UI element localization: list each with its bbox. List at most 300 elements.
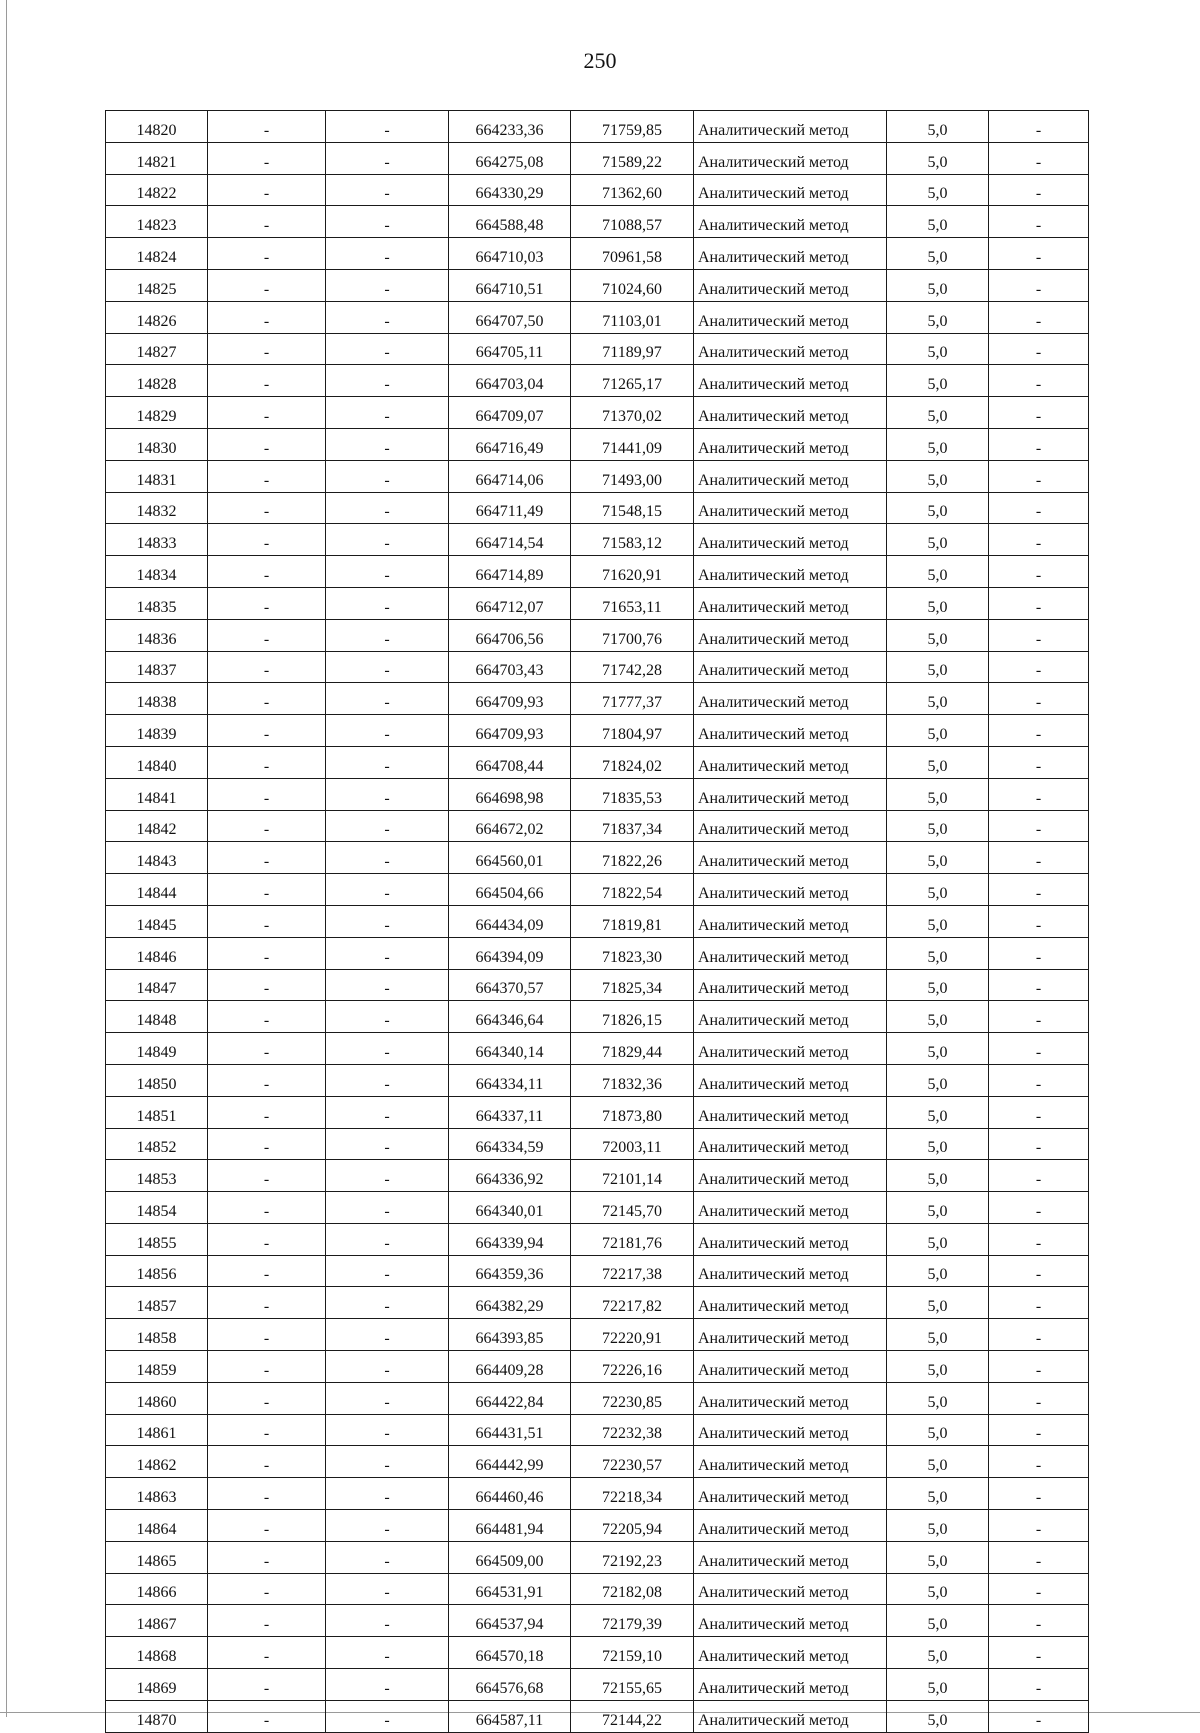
accuracy-cell: 5,0 <box>887 1192 989 1224</box>
accuracy-cell: 5,0 <box>887 1446 989 1478</box>
empty-value-cell: - <box>208 238 326 270</box>
method-cell: Аналитический метод <box>694 460 887 492</box>
table-row <box>106 1192 1089 1224</box>
x-coordinate-cell: 664714,06 <box>449 460 571 492</box>
x-coordinate-cell: 664346,64 <box>449 1001 571 1033</box>
empty-value-cell: - <box>989 1351 1089 1383</box>
point-number-cell: 14848 <box>106 1001 208 1033</box>
accuracy-cell: 5,0 <box>887 428 989 460</box>
empty-value-cell: - <box>326 1414 449 1446</box>
y-coordinate-cell: 71370,02 <box>571 397 694 429</box>
accuracy-cell: 5,0 <box>887 1637 989 1669</box>
y-coordinate-cell: 71265,17 <box>571 365 694 397</box>
table-row <box>106 1382 1089 1414</box>
coordinates-table-body <box>106 111 1089 1733</box>
table-row <box>106 1160 1089 1192</box>
method-cell: Аналитический метод <box>694 587 887 619</box>
empty-value-cell: - <box>208 1033 326 1065</box>
accuracy-cell: 5,0 <box>887 937 989 969</box>
table-row <box>106 969 1089 1001</box>
table-row <box>106 142 1089 174</box>
method-cell: Аналитический метод <box>694 651 887 683</box>
method-cell: Аналитический метод <box>694 842 887 874</box>
point-number-cell: 14869 <box>106 1669 208 1701</box>
x-coordinate-cell: 664716,49 <box>449 428 571 460</box>
accuracy-cell: 5,0 <box>887 1128 989 1160</box>
accuracy-cell: 5,0 <box>887 397 989 429</box>
accuracy-cell: 5,0 <box>887 810 989 842</box>
empty-value-cell: - <box>208 1128 326 1160</box>
point-number-cell: 14839 <box>106 715 208 747</box>
empty-value-cell: - <box>989 1605 1089 1637</box>
empty-value-cell: - <box>989 1637 1089 1669</box>
y-coordinate-cell: 71189,97 <box>571 333 694 365</box>
point-number-cell: 14828 <box>106 365 208 397</box>
empty-value-cell: - <box>208 1192 326 1224</box>
x-coordinate-cell: 664714,89 <box>449 556 571 588</box>
method-cell: Аналитический метод <box>694 1478 887 1510</box>
empty-value-cell: - <box>326 1160 449 1192</box>
method-cell: Аналитический метод <box>694 492 887 524</box>
y-coordinate-cell: 72226,16 <box>571 1351 694 1383</box>
empty-value-cell: - <box>208 842 326 874</box>
y-coordinate-cell: 71024,60 <box>571 269 694 301</box>
empty-value-cell: - <box>989 333 1089 365</box>
accuracy-cell: 5,0 <box>887 1382 989 1414</box>
method-cell: Аналитический метод <box>694 269 887 301</box>
y-coordinate-cell: 72182,08 <box>571 1573 694 1605</box>
point-number-cell: 14849 <box>106 1033 208 1065</box>
point-number-cell: 14857 <box>106 1287 208 1319</box>
point-number-cell: 14835 <box>106 587 208 619</box>
empty-value-cell: - <box>208 1573 326 1605</box>
x-coordinate-cell: 664359,36 <box>449 1255 571 1287</box>
method-cell: Аналитический метод <box>694 301 887 333</box>
empty-value-cell: - <box>326 1287 449 1319</box>
accuracy-cell: 5,0 <box>887 174 989 206</box>
method-cell: Аналитический метод <box>694 238 887 270</box>
y-coordinate-cell: 72230,85 <box>571 1382 694 1414</box>
y-coordinate-cell: 71103,01 <box>571 301 694 333</box>
empty-value-cell: - <box>326 1700 449 1732</box>
table-row <box>106 715 1089 747</box>
point-number-cell: 14842 <box>106 810 208 842</box>
empty-value-cell: - <box>208 715 326 747</box>
point-number-cell: 14867 <box>106 1605 208 1637</box>
accuracy-cell: 5,0 <box>887 683 989 715</box>
empty-value-cell: - <box>989 301 1089 333</box>
empty-value-cell: - <box>989 238 1089 270</box>
table-row <box>106 1033 1089 1065</box>
y-coordinate-cell: 72230,57 <box>571 1446 694 1478</box>
method-cell: Аналитический метод <box>694 1128 887 1160</box>
empty-value-cell: - <box>326 397 449 429</box>
empty-value-cell: - <box>208 1287 326 1319</box>
empty-value-cell: - <box>989 619 1089 651</box>
table-row <box>106 937 1089 969</box>
x-coordinate-cell: 664481,94 <box>449 1510 571 1542</box>
empty-value-cell: - <box>989 269 1089 301</box>
accuracy-cell: 5,0 <box>887 1669 989 1701</box>
coordinates-table <box>105 110 1089 1733</box>
x-coordinate-cell: 664712,07 <box>449 587 571 619</box>
method-cell: Аналитический метод <box>694 1573 887 1605</box>
accuracy-cell: 5,0 <box>887 492 989 524</box>
table-row <box>106 111 1089 143</box>
table-row <box>106 619 1089 651</box>
empty-value-cell: - <box>208 460 326 492</box>
x-coordinate-cell: 664587,11 <box>449 1700 571 1732</box>
point-number-cell: 14830 <box>106 428 208 460</box>
table-row <box>106 1510 1089 1542</box>
accuracy-cell: 5,0 <box>887 1541 989 1573</box>
empty-value-cell: - <box>326 492 449 524</box>
empty-value-cell: - <box>989 778 1089 810</box>
empty-value-cell: - <box>989 905 1089 937</box>
table-row <box>106 810 1089 842</box>
empty-value-cell: - <box>989 1255 1089 1287</box>
point-number-cell: 14853 <box>106 1160 208 1192</box>
y-coordinate-cell: 72145,70 <box>571 1192 694 1224</box>
empty-value-cell: - <box>208 746 326 778</box>
empty-value-cell: - <box>208 333 326 365</box>
table-row <box>106 397 1089 429</box>
y-coordinate-cell: 72179,39 <box>571 1605 694 1637</box>
method-cell: Аналитический метод <box>694 1160 887 1192</box>
y-coordinate-cell: 71835,53 <box>571 778 694 810</box>
y-coordinate-cell: 71822,54 <box>571 874 694 906</box>
empty-value-cell: - <box>208 1001 326 1033</box>
y-coordinate-cell: 71837,34 <box>571 810 694 842</box>
x-coordinate-cell: 664705,11 <box>449 333 571 365</box>
method-cell: Аналитический метод <box>694 206 887 238</box>
y-coordinate-cell: 71832,36 <box>571 1064 694 1096</box>
x-coordinate-cell: 664710,03 <box>449 238 571 270</box>
table-row <box>106 587 1089 619</box>
empty-value-cell: - <box>989 1541 1089 1573</box>
empty-value-cell: - <box>208 174 326 206</box>
table-row <box>106 683 1089 715</box>
x-coordinate-cell: 664340,14 <box>449 1033 571 1065</box>
empty-value-cell: - <box>208 301 326 333</box>
method-cell: Аналитический метод <box>694 1541 887 1573</box>
point-number-cell: 14856 <box>106 1255 208 1287</box>
table-row <box>106 174 1089 206</box>
method-cell: Аналитический метод <box>694 1287 887 1319</box>
empty-value-cell: - <box>208 397 326 429</box>
table-row <box>106 206 1089 238</box>
empty-value-cell: - <box>326 333 449 365</box>
accuracy-cell: 5,0 <box>887 142 989 174</box>
empty-value-cell: - <box>989 142 1089 174</box>
empty-value-cell: - <box>989 1160 1089 1192</box>
table-row <box>106 1414 1089 1446</box>
empty-value-cell: - <box>989 1510 1089 1542</box>
x-coordinate-cell: 664431,51 <box>449 1414 571 1446</box>
empty-value-cell: - <box>208 206 326 238</box>
accuracy-cell: 5,0 <box>887 746 989 778</box>
point-number-cell: 14825 <box>106 269 208 301</box>
empty-value-cell: - <box>989 1096 1089 1128</box>
method-cell: Аналитический метод <box>694 683 887 715</box>
method-cell: Аналитический метод <box>694 524 887 556</box>
empty-value-cell: - <box>989 1287 1089 1319</box>
accuracy-cell: 5,0 <box>887 587 989 619</box>
empty-value-cell: - <box>326 1351 449 1383</box>
method-cell: Аналитический метод <box>694 778 887 810</box>
x-coordinate-cell: 664711,49 <box>449 492 571 524</box>
empty-value-cell: - <box>208 365 326 397</box>
x-coordinate-cell: 664275,08 <box>449 142 571 174</box>
accuracy-cell: 5,0 <box>887 1414 989 1446</box>
empty-value-cell: - <box>326 1128 449 1160</box>
empty-value-cell: - <box>989 397 1089 429</box>
empty-value-cell: - <box>208 810 326 842</box>
accuracy-cell: 5,0 <box>887 969 989 1001</box>
empty-value-cell: - <box>326 1001 449 1033</box>
method-cell: Аналитический метод <box>694 905 887 937</box>
y-coordinate-cell: 72003,11 <box>571 1128 694 1160</box>
empty-value-cell: - <box>326 111 449 143</box>
x-coordinate-cell: 664370,57 <box>449 969 571 1001</box>
y-coordinate-cell: 71441,09 <box>571 428 694 460</box>
x-coordinate-cell: 664393,85 <box>449 1319 571 1351</box>
y-coordinate-cell: 72144,22 <box>571 1700 694 1732</box>
empty-value-cell: - <box>208 1351 326 1383</box>
page-number: 250 <box>583 48 617 73</box>
empty-value-cell: - <box>208 905 326 937</box>
empty-value-cell: - <box>326 460 449 492</box>
x-coordinate-cell: 664709,93 <box>449 715 571 747</box>
x-coordinate-cell: 664588,48 <box>449 206 571 238</box>
point-number-cell: 14865 <box>106 1541 208 1573</box>
empty-value-cell: - <box>989 651 1089 683</box>
method-cell: Аналитический метод <box>694 333 887 365</box>
table-row <box>106 1700 1089 1732</box>
x-coordinate-cell: 664537,94 <box>449 1605 571 1637</box>
empty-value-cell: - <box>326 1446 449 1478</box>
accuracy-cell: 5,0 <box>887 556 989 588</box>
empty-value-cell: - <box>989 1414 1089 1446</box>
method-cell: Аналитический метод <box>694 715 887 747</box>
accuracy-cell: 5,0 <box>887 301 989 333</box>
method-cell: Аналитический метод <box>694 1064 887 1096</box>
table-row <box>106 1001 1089 1033</box>
empty-value-cell: - <box>326 1033 449 1065</box>
point-number-cell: 14837 <box>106 651 208 683</box>
accuracy-cell: 5,0 <box>887 1001 989 1033</box>
empty-value-cell: - <box>989 206 1089 238</box>
table-row <box>106 1128 1089 1160</box>
point-number-cell: 14846 <box>106 937 208 969</box>
point-number-cell: 14854 <box>106 1192 208 1224</box>
point-number-cell: 14821 <box>106 142 208 174</box>
point-number-cell: 14823 <box>106 206 208 238</box>
empty-value-cell: - <box>326 301 449 333</box>
accuracy-cell: 5,0 <box>887 1351 989 1383</box>
table-row <box>106 556 1089 588</box>
y-coordinate-cell: 71589,22 <box>571 142 694 174</box>
method-cell: Аналитический метод <box>694 1605 887 1637</box>
method-cell: Аналитический метод <box>694 111 887 143</box>
empty-value-cell: - <box>326 524 449 556</box>
scan-edge-left <box>6 0 7 1717</box>
table-row <box>106 778 1089 810</box>
empty-value-cell: - <box>989 969 1089 1001</box>
empty-value-cell: - <box>989 683 1089 715</box>
accuracy-cell: 5,0 <box>887 1223 989 1255</box>
method-cell: Аналитический метод <box>694 428 887 460</box>
point-number-cell: 14832 <box>106 492 208 524</box>
accuracy-cell: 5,0 <box>887 206 989 238</box>
empty-value-cell: - <box>989 842 1089 874</box>
y-coordinate-cell: 71777,37 <box>571 683 694 715</box>
method-cell: Аналитический метод <box>694 1255 887 1287</box>
y-coordinate-cell: 71873,80 <box>571 1096 694 1128</box>
table-row <box>106 1096 1089 1128</box>
empty-value-cell: - <box>989 1001 1089 1033</box>
method-cell: Аналитический метод <box>694 937 887 969</box>
empty-value-cell: - <box>208 1414 326 1446</box>
method-cell: Аналитический метод <box>694 619 887 651</box>
empty-value-cell: - <box>326 556 449 588</box>
point-number-cell: 14838 <box>106 683 208 715</box>
x-coordinate-cell: 664233,36 <box>449 111 571 143</box>
table-row <box>106 746 1089 778</box>
accuracy-cell: 5,0 <box>887 333 989 365</box>
empty-value-cell: - <box>989 556 1089 588</box>
method-cell: Аналитический метод <box>694 1001 887 1033</box>
empty-value-cell: - <box>208 1096 326 1128</box>
x-coordinate-cell: 664672,02 <box>449 810 571 842</box>
x-coordinate-cell: 664576,68 <box>449 1669 571 1701</box>
accuracy-cell: 5,0 <box>887 1319 989 1351</box>
method-cell: Аналитический метод <box>694 1033 887 1065</box>
table-row <box>106 1573 1089 1605</box>
method-cell: Аналитический метод <box>694 556 887 588</box>
empty-value-cell: - <box>326 905 449 937</box>
empty-value-cell: - <box>326 206 449 238</box>
empty-value-cell: - <box>208 1319 326 1351</box>
empty-value-cell: - <box>326 683 449 715</box>
empty-value-cell: - <box>208 969 326 1001</box>
empty-value-cell: - <box>208 1382 326 1414</box>
empty-value-cell: - <box>208 1064 326 1096</box>
x-coordinate-cell: 664330,29 <box>449 174 571 206</box>
table-row <box>106 1064 1089 1096</box>
point-number-cell: 14852 <box>106 1128 208 1160</box>
point-number-cell: 14868 <box>106 1637 208 1669</box>
y-coordinate-cell: 72181,76 <box>571 1223 694 1255</box>
table-row <box>106 1669 1089 1701</box>
empty-value-cell: - <box>989 810 1089 842</box>
y-coordinate-cell: 70961,58 <box>571 238 694 270</box>
table-row <box>106 1223 1089 1255</box>
x-coordinate-cell: 664337,11 <box>449 1096 571 1128</box>
empty-value-cell: - <box>326 1319 449 1351</box>
table-row <box>106 905 1089 937</box>
x-coordinate-cell: 664710,51 <box>449 269 571 301</box>
y-coordinate-cell: 72192,23 <box>571 1541 694 1573</box>
empty-value-cell: - <box>326 715 449 747</box>
empty-value-cell: - <box>326 651 449 683</box>
empty-value-cell: - <box>326 1637 449 1669</box>
x-coordinate-cell: 664509,00 <box>449 1541 571 1573</box>
empty-value-cell: - <box>989 1700 1089 1732</box>
empty-value-cell: - <box>989 1192 1089 1224</box>
method-cell: Аналитический метод <box>694 1096 887 1128</box>
empty-value-cell: - <box>326 1064 449 1096</box>
empty-value-cell: - <box>208 619 326 651</box>
empty-value-cell: - <box>989 1319 1089 1351</box>
accuracy-cell: 5,0 <box>887 460 989 492</box>
y-coordinate-cell: 71822,26 <box>571 842 694 874</box>
empty-value-cell: - <box>208 874 326 906</box>
accuracy-cell: 5,0 <box>887 238 989 270</box>
accuracy-cell: 5,0 <box>887 1287 989 1319</box>
empty-value-cell: - <box>989 1128 1089 1160</box>
empty-value-cell: - <box>208 524 326 556</box>
point-number-cell: 14861 <box>106 1414 208 1446</box>
empty-value-cell: - <box>326 1255 449 1287</box>
x-coordinate-cell: 664570,18 <box>449 1637 571 1669</box>
table-row <box>106 842 1089 874</box>
table-row <box>106 301 1089 333</box>
empty-value-cell: - <box>208 269 326 301</box>
method-cell: Аналитический метод <box>694 874 887 906</box>
empty-value-cell: - <box>326 1669 449 1701</box>
point-number-cell: 14833 <box>106 524 208 556</box>
point-number-cell: 14840 <box>106 746 208 778</box>
accuracy-cell: 5,0 <box>887 1255 989 1287</box>
point-number-cell: 14870 <box>106 1700 208 1732</box>
y-coordinate-cell: 72220,91 <box>571 1319 694 1351</box>
x-coordinate-cell: 664531,91 <box>449 1573 571 1605</box>
y-coordinate-cell: 72232,38 <box>571 1414 694 1446</box>
empty-value-cell: - <box>208 1478 326 1510</box>
empty-value-cell: - <box>326 365 449 397</box>
accuracy-cell: 5,0 <box>887 1605 989 1637</box>
x-coordinate-cell: 664698,98 <box>449 778 571 810</box>
table-row <box>106 238 1089 270</box>
empty-value-cell: - <box>208 111 326 143</box>
y-coordinate-cell: 72217,82 <box>571 1287 694 1319</box>
method-cell: Аналитический метод <box>694 397 887 429</box>
table-row <box>106 651 1089 683</box>
y-coordinate-cell: 71742,28 <box>571 651 694 683</box>
point-number-cell: 14855 <box>106 1223 208 1255</box>
accuracy-cell: 5,0 <box>887 778 989 810</box>
y-coordinate-cell: 71088,57 <box>571 206 694 238</box>
y-coordinate-cell: 71583,12 <box>571 524 694 556</box>
empty-value-cell: - <box>208 428 326 460</box>
empty-value-cell: - <box>989 492 1089 524</box>
x-coordinate-cell: 664340,01 <box>449 1192 571 1224</box>
x-coordinate-cell: 664703,43 <box>449 651 571 683</box>
accuracy-cell: 5,0 <box>887 1478 989 1510</box>
method-cell: Аналитический метод <box>694 1669 887 1701</box>
point-number-cell: 14850 <box>106 1064 208 1096</box>
x-coordinate-cell: 664382,29 <box>449 1287 571 1319</box>
method-cell: Аналитический метод <box>694 1700 887 1732</box>
point-number-cell: 14824 <box>106 238 208 270</box>
empty-value-cell: - <box>326 619 449 651</box>
empty-value-cell: - <box>326 1541 449 1573</box>
table-row <box>106 874 1089 906</box>
y-coordinate-cell: 71824,02 <box>571 746 694 778</box>
empty-value-cell: - <box>326 874 449 906</box>
accuracy-cell: 5,0 <box>887 715 989 747</box>
